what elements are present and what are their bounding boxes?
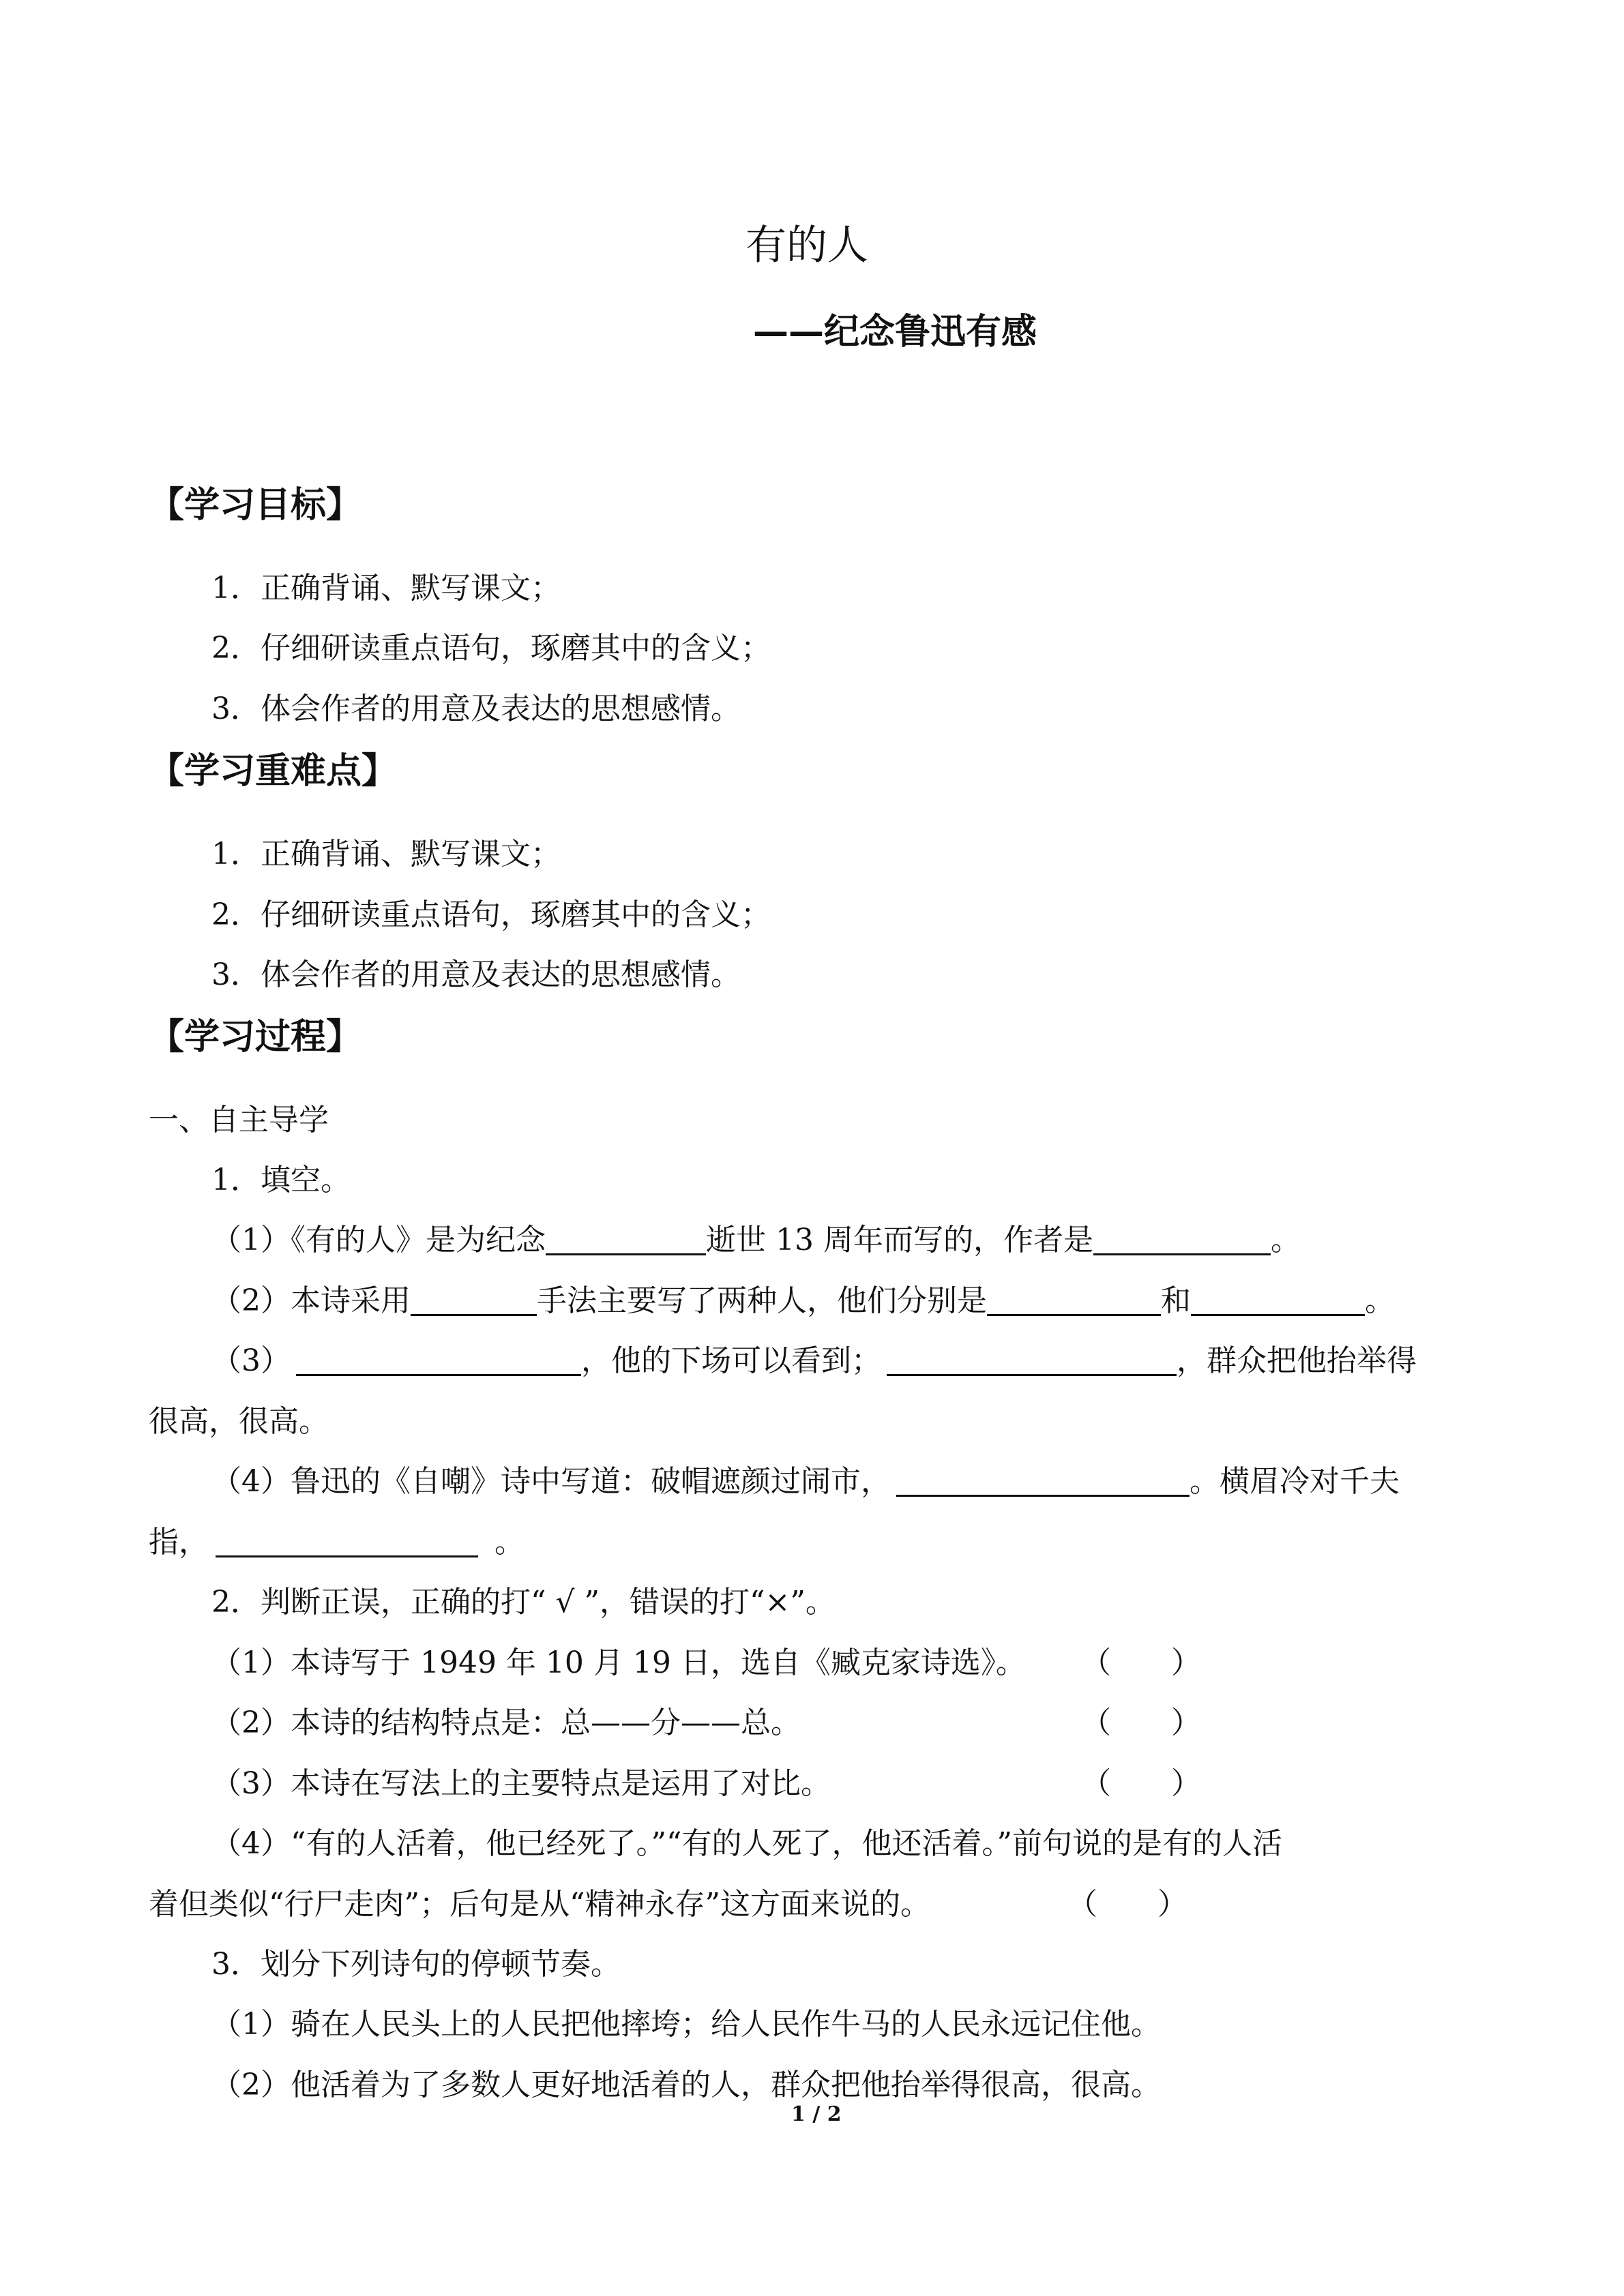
question-3-title: 3．划分下列诗句的停顿节奏。 [211,1947,621,1982]
fill-blank[interactable] [1191,1287,1365,1316]
q2-item-4-continued: 着但类似“行尸走肉”；后句是从“精神永存”这方面来说的。 [149,1887,930,1922]
section-heading-key-points: 【学习重难点】 [149,751,398,792]
answer-parentheses[interactable]: （ ） [1081,1766,1201,1801]
key-points-item: 1．正确背诵、默写课文； [211,837,561,871]
q3-item-2: （2）他活着为了多数人更好地活着的人，群众把他抬举得很高，很高。 [211,2068,1161,2102]
fill-blank[interactable] [411,1287,537,1316]
q1-item-4-continued [149,1517,525,1561]
key-points-item: 3．体会作者的用意及表达的思想感情。 [211,957,741,992]
q1-item-1-text: 。 [1270,1223,1301,1257]
answer-parentheses[interactable]: （ ） [1081,1645,1201,1680]
goals-item: 3．体会作者的用意及表达的思想感情。 [211,691,741,726]
goals-item: 1．正确背诵、默写课文； [211,571,561,606]
fill-blank[interactable] [546,1226,706,1255]
fill-blank[interactable] [987,1287,1161,1316]
q1-item-2-text: 和 [1161,1283,1191,1318]
q1-item-3-text: （3） [211,1343,291,1378]
page-subtitle: ——纪念鲁迅有感 [753,312,1037,353]
q1-item-4-text: 。 [494,1525,525,1560]
fill-blank[interactable] [896,1467,1190,1497]
q1-item-3-text: ，他的下场可以看到； [581,1343,881,1378]
section-heading-goals: 【学习目标】 [149,485,362,526]
goals-item: 2．仔细研读重点语句，琢磨其中的含义； [211,631,771,666]
q1-item-3-text: ，群众把他抬举得 [1177,1343,1417,1378]
q1-item-2 [211,1276,1395,1320]
q1-item-4 [211,1457,1400,1500]
q1-item-4-text: （4）鲁迅的《自嘲》诗中写道：破帽遮颜过闹市， [211,1464,891,1499]
page-title: 有的人 [745,222,868,269]
q1-item-3-continued: 很高，很高。 [149,1404,329,1439]
question-2-title: 2．判断正误，正确的打“ √ ”，错误的打“×”。 [211,1585,836,1620]
question-1-title: 1．填空。 [211,1163,351,1197]
q2-item-1: （1）本诗写于 1949 年 10 月 19 日，选自《臧克家诗选》。 [211,1645,1026,1680]
q1-item-1-text: 逝世 13 周年而写的，作者是 [706,1223,1093,1257]
fill-blank[interactable] [296,1347,581,1376]
q1-item-4-text: 指， [149,1525,209,1560]
key-points-item: 2．仔细研读重点语句，琢磨其中的含义； [211,897,771,932]
q1-item-1-text: （1）《有的人》是为纪念 [211,1223,546,1257]
fill-blank[interactable] [216,1528,478,1557]
q1-item-3 [211,1336,1417,1380]
q1-item-2-text: 。 [1365,1283,1395,1318]
section-heading-process: 【学习过程】 [149,1017,362,1058]
q3-item-1: （1）骑在人民头上的人民把他摔垮；给人民作牛马的人民永远记住他。 [211,2007,1161,2042]
q2-item-3: （3）本诗在写法上的主要特点是运用了对比。 [211,1766,831,1801]
part-heading-self-study: 一、自主导学 [149,1103,329,1137]
answer-parentheses[interactable]: （ ） [1081,1705,1201,1740]
answer-parentheses[interactable]: （ ） [1067,1887,1187,1922]
q1-item-2-text: 手法主要写了两种人，他们分别是 [537,1283,987,1318]
q1-item-2-text: （2）本诗采用 [211,1283,411,1318]
fill-blank[interactable] [887,1347,1177,1376]
q2-item-2: （2）本诗的结构特点是：总——分——总。 [211,1705,801,1740]
fill-blank[interactable] [1093,1226,1271,1255]
q1-item-4-text: 。横眉冷对千夫 [1190,1464,1400,1499]
q2-item-4: （4）“有的人活着，他已经死了。”“有的人死了，他还活着。”前句说的是有的人活 [211,1826,1282,1861]
q1-item-1 [211,1215,1301,1259]
page-number: 1 / 2 [791,2102,842,2126]
